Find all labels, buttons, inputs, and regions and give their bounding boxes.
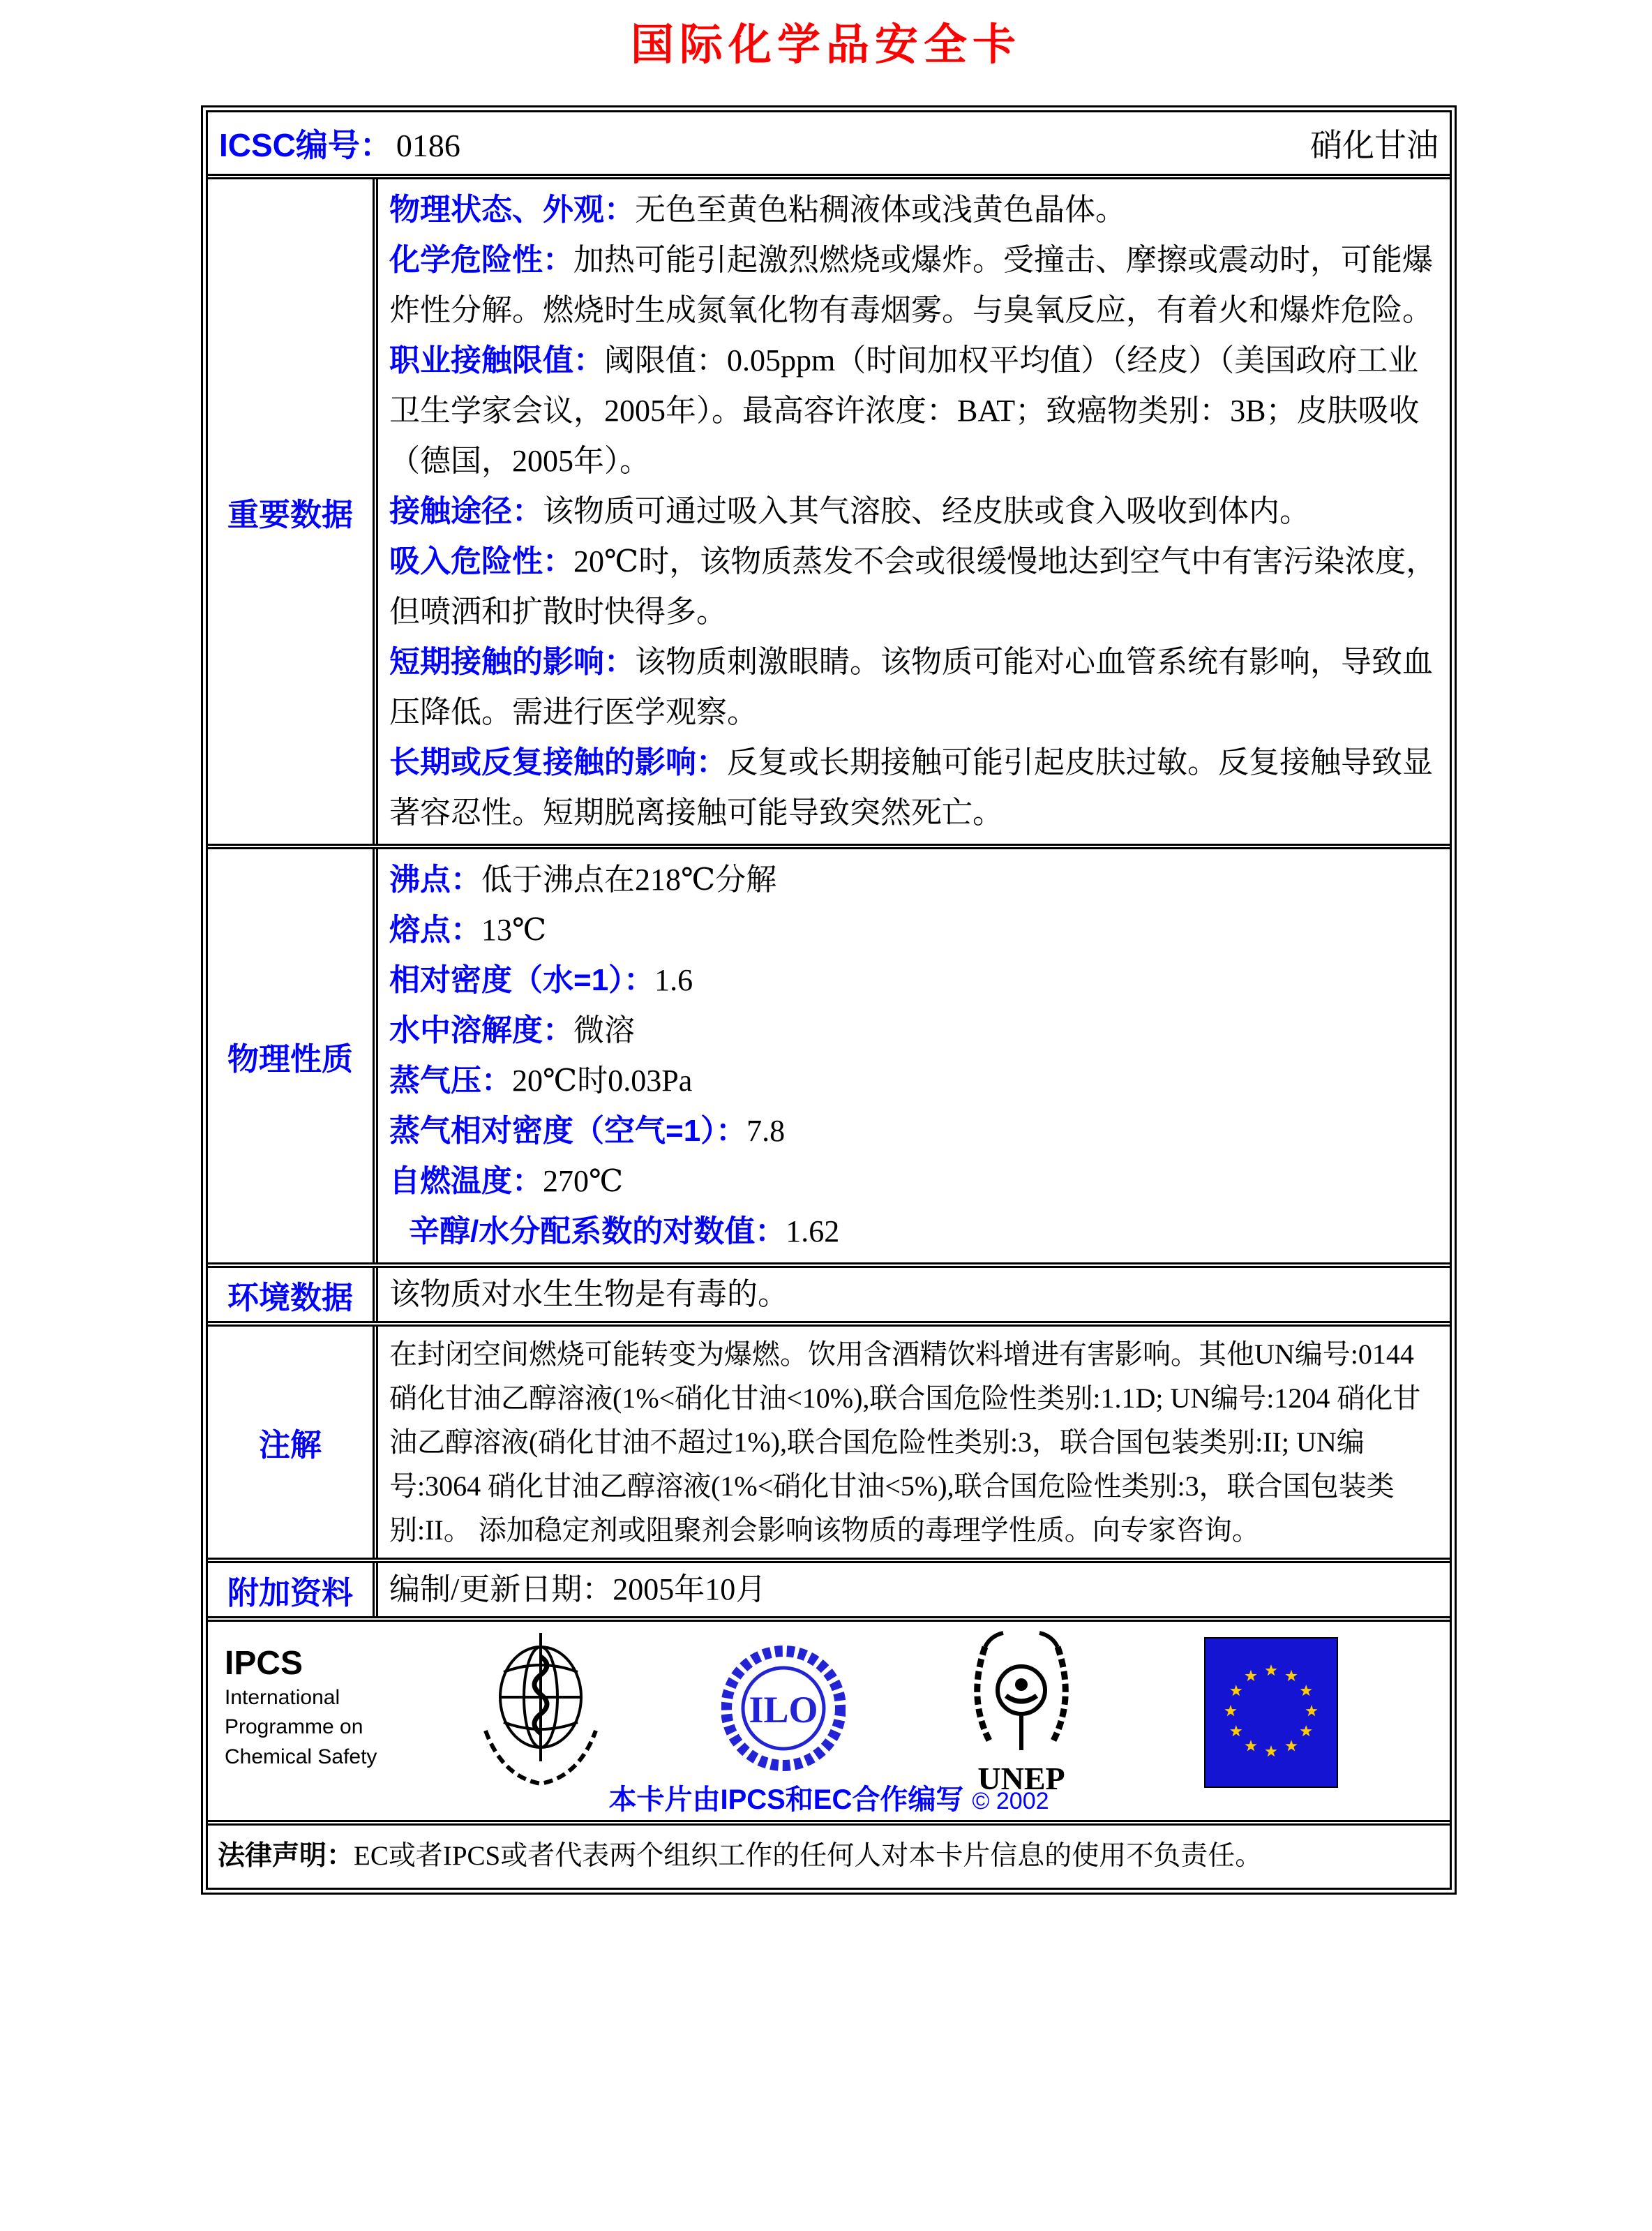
physical-properties-row xyxy=(208,844,1450,1262)
entry-autoignition-temp: 自燃温度：270℃ xyxy=(389,1164,624,1198)
ilo-logo-text: ILO xyxy=(749,1689,818,1731)
ipcs-line-3: Chemical Safety xyxy=(225,1745,377,1768)
cooperation-caption-text: 本卡片由IPCS和EC合作编写 xyxy=(608,1784,964,1815)
entry-water-solubility: 水中溶解度：微溶 xyxy=(389,1013,635,1047)
notes-label: 注解 xyxy=(208,1327,378,1558)
environmental-data-content xyxy=(378,1268,1450,1321)
physical-properties-content xyxy=(378,849,1450,1262)
entry-exposure-limits: 职业接触限值：阈限值：0.05ppm（时间加权平均值）（经皮）（美国政府工业卫生学家会议，2005年）。最高容许浓度：BAT；致癌物类别：3B；皮肤吸收（德国，2005年）。 xyxy=(389,343,1420,478)
additional-info-text: 编制/更新日期：2005年10月 xyxy=(389,1572,767,1606)
environmental-data-row xyxy=(208,1262,1450,1321)
important-data-row xyxy=(208,174,1450,844)
additional-info-content xyxy=(378,1563,1450,1616)
entry-vapor-density: 蒸气相对密度（空气=1）：7.8 xyxy=(389,1114,786,1148)
unep-logo-icon xyxy=(961,1626,1081,1796)
legal-label: 法律声明： xyxy=(218,1841,354,1871)
entry-vapor-pressure: 蒸气压：20℃时0.03Pa xyxy=(389,1064,693,1098)
additional-info-row xyxy=(208,1558,1450,1616)
entry-relative-density: 相对密度（水=1）：1.6 xyxy=(389,963,693,997)
icsc-number-label: ICSC编号： xyxy=(219,127,392,163)
chemical-name: 硝化甘油 xyxy=(1310,128,1439,163)
notes-text: 在封闭空间燃烧可能转变为爆燃。饮用含酒精饮料增进有害影响。其他UN编号:0144 硝化甘油乙醇溶液(1%<硝化甘油<10%),联合国危险性类别:1.1D; UN编号:1204 硝化甘油乙醇溶液(硝化甘油不超过1%),联合国危险性类别:3，联合国包装类别:II; UN编号:3064 硝化甘油乙醇溶液(1%<硝化甘油<5%),联合国危险性类别:3，联合国包装类别:II。 添加稳定剂或阻聚剂会影响该物质的毒理学性质。向专家咨询。 xyxy=(389,1338,1421,1546)
entry-exposure-routes: 接触途径：该物质可通过吸入其气溶胶、经皮肤或食入吸收到体内。 xyxy=(389,494,1310,528)
environmental-data-text: 该物质对水生生物是有毒的。 xyxy=(389,1277,788,1311)
ipcs-line-2: Programme on xyxy=(225,1715,363,1739)
who-logo-icon xyxy=(476,1627,606,1789)
important-data-content xyxy=(378,179,1450,844)
entry-melting-point: 熔点：13℃ xyxy=(389,913,547,947)
entry-physical-state: 物理状态、外观：无色至黄色粘稠液体或浅黄色晶体。 xyxy=(389,193,1126,227)
entry-long-term-effects: 长期或反复接触的影响：反复或长期接触可能引起皮肤过敏。反复接触导致显著容忍性。短期脱离接触可能导致突然死亡。 xyxy=(389,745,1433,830)
entry-inhalation-risk: 吸入危险性：20℃时，该物质蒸发不会或很缓慢地达到空气中有害污染浓度，但喷洒和扩散时快得多。 xyxy=(389,544,1437,629)
legal-text: EC或者IPCS或者代表两个组织工作的任何人对本卡片信息的使用不负责任。 xyxy=(354,1841,1263,1871)
copyright-text: © 2002 xyxy=(972,1788,1049,1814)
entry-short-term-effects: 短期接触的影响：该物质刺激眼睛。该物质可能对心血管系统有影响，导致血压降低。需进行医学观察。 xyxy=(389,645,1433,729)
ipcs-acronym: IPCS xyxy=(225,1645,303,1682)
cooperation-caption xyxy=(208,1777,1450,1817)
legal-cell xyxy=(208,1826,1450,1888)
important-data-label: 重要数据 xyxy=(208,179,378,844)
header-row xyxy=(208,112,1450,174)
icsc-number xyxy=(219,120,460,166)
entry-chemical-danger: 化学危险性：加热可能引起激烈燃烧或爆炸。受撞击、摩擦或震动时，可能爆炸性分解。燃烧时生成氮氧化物有毒烟雾。与臭氧反应，有着火和爆炸危险。 xyxy=(389,243,1433,327)
physical-properties-label: 物理性质 xyxy=(208,849,378,1262)
icsc-card-page xyxy=(0,10,1652,2231)
unep-logo-text: UNEP xyxy=(977,1761,1065,1796)
additional-info-label: 附加资料 xyxy=(208,1563,378,1616)
ipcs-line-1: International xyxy=(225,1685,340,1709)
eu-flag-icon xyxy=(1204,1637,1338,1788)
entry-octanol-water: 辛醇/水分配系数的对数值：1.62 xyxy=(409,1214,840,1248)
notes-row xyxy=(208,1321,1450,1558)
legal-row xyxy=(208,1820,1450,1888)
header-cell xyxy=(208,112,1450,174)
notes-content xyxy=(378,1327,1450,1558)
logos-row xyxy=(208,1616,1450,1820)
icsc-number-value: 0186 xyxy=(396,128,460,163)
ipcs-text-block xyxy=(225,1646,377,1771)
entry-boiling-point: 沸点：低于沸点在218℃分解 xyxy=(389,863,777,897)
page-title: 国际化学品安全卡 xyxy=(630,22,1021,69)
icsc-card xyxy=(201,105,1457,1895)
ilo-logo-icon xyxy=(721,1627,846,1789)
environmental-data-label: 环境数据 xyxy=(208,1268,378,1321)
